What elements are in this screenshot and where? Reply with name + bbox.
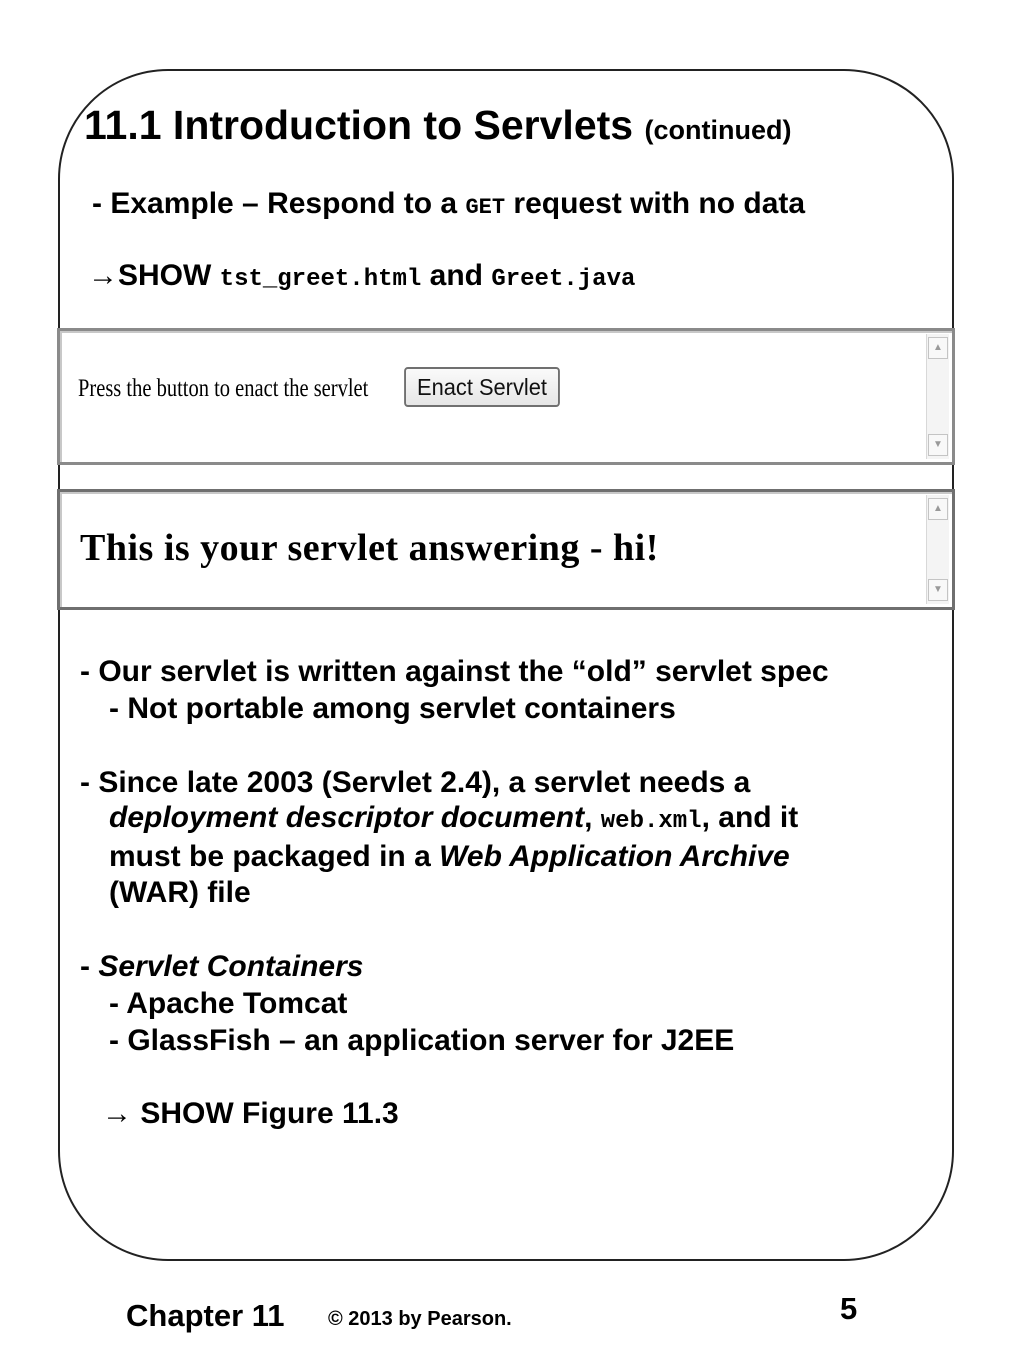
bullet-since-2003: - Since late 2003 (Servlet 2.4), a servlet needs a xyxy=(80,766,751,799)
scroll-up-icon[interactable]: ▲ xyxy=(928,337,948,359)
deployment-descriptor-term: deployment descriptor document xyxy=(109,801,585,834)
example-suffix: request with no data xyxy=(513,187,806,220)
war-line xyxy=(109,840,790,874)
scroll-up-icon[interactable]: ▲ xyxy=(928,498,948,520)
title-suffix: (continued) xyxy=(644,115,792,145)
bullet-old-spec: - Our servlet is written against the “old” servlet spec xyxy=(80,655,829,688)
show-figure-link: → SHOW Figure 11.3 xyxy=(102,1097,399,1130)
scroll-down-icon[interactable]: ▼ xyxy=(928,579,948,601)
page-number: 5 xyxy=(840,1291,858,1326)
sub-apache-tomcat: - Apache Tomcat xyxy=(109,987,348,1020)
footer-copyright: © 2013 by Pearson. xyxy=(328,1308,512,1330)
show-file-java: Greet.java xyxy=(491,266,636,293)
example-code: GET xyxy=(465,195,506,220)
footer-chapter: Chapter 11 xyxy=(126,1298,285,1333)
packaged-text: must be packaged in a xyxy=(109,840,431,873)
example-prefix: - Example – Respond to a xyxy=(92,187,458,220)
war-file-text: (WAR) file xyxy=(109,876,251,909)
title-main: 11.1 Introduction to Servlets xyxy=(84,102,634,148)
web-xml-code: web.xml xyxy=(600,808,702,835)
bullet-dash: - xyxy=(80,950,90,983)
servlet-containers-term: Servlet Containers xyxy=(98,950,364,983)
sub-not-portable: - Not portable among servlet containers xyxy=(109,692,676,725)
slide-title xyxy=(84,102,791,149)
form-prompt-text: Press the button to enact the servlet xyxy=(78,375,369,402)
browser-screenshot-form xyxy=(57,328,955,465)
show-file-html: tst_greet.html xyxy=(219,266,422,293)
browser-screenshot-response xyxy=(57,489,955,610)
show-line xyxy=(88,259,635,293)
vertical-scrollbar[interactable] xyxy=(926,495,949,604)
bullet-servlet-containers xyxy=(80,950,363,984)
enact-servlet-button[interactable]: Enact Servlet xyxy=(404,367,560,407)
deployment-descriptor-line xyxy=(109,801,798,835)
sub-glassfish: - GlassFish – an application server for J2EE xyxy=(109,1024,735,1057)
and-it-text: , and it xyxy=(701,801,799,834)
comma: , xyxy=(584,801,593,834)
vertical-scrollbar[interactable] xyxy=(926,334,949,459)
war-term: Web Application Archive xyxy=(439,840,790,873)
servlet-response-text: This is your servlet answering - hi! xyxy=(80,527,659,569)
example-line xyxy=(92,187,805,221)
show-prefix: →SHOW xyxy=(88,259,212,292)
scroll-down-icon[interactable]: ▼ xyxy=(928,434,948,456)
show-and: and xyxy=(429,259,483,292)
